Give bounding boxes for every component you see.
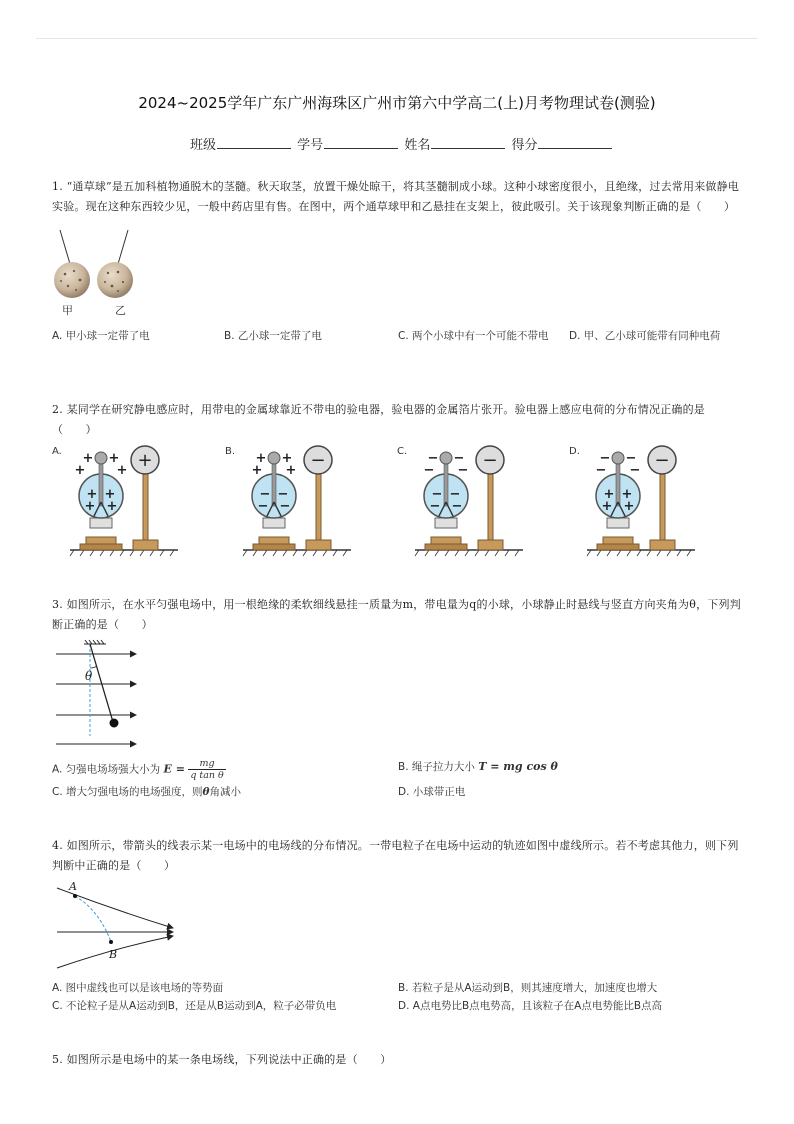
svg-text:+: + [621,487,633,502]
svg-text:−: − [449,487,461,502]
svg-text:+: + [603,487,615,502]
q4-trajectory [75,896,111,942]
q2-electroscope-b [243,440,355,556]
q3-option-c-text: C. 增大匀强电场的电场强度，则 [52,786,203,798]
svg-text:−: − [453,451,465,466]
q3-option-c-theta: θ [202,786,210,798]
svg-text:+: + [285,463,297,478]
q1-thread-jia [60,230,70,264]
q1-thread-yi [118,230,128,264]
q4-field-line-top [57,888,173,928]
question-2-stem: 2. 某同学在研究静电感应时，用带电的金属球靠近不带电的验电器，验电器的金属箔片张开。验电器上感应电荷的分布情况正确的是（ ） [52,403,705,436]
q3-ball [110,719,119,728]
electroscope-base [70,518,178,556]
q2-label-b[interactable]: B. [225,446,236,457]
svg-text:+: + [255,451,267,466]
svg-text:+: + [86,487,98,502]
svg-text:+: + [84,499,96,514]
q3-option-a-denominator: q tan θ [190,770,224,781]
score-blank[interactable] [538,136,612,149]
q2-electroscope-d [587,440,699,556]
q3-option-d[interactable]: D. 小球带正电 [398,786,466,798]
question-4-stem: 4. 如图所示，带箭头的线表示某一电场中的电场线的分布情况。一带电粒子在电场中运动的轨迹如图中虚线所示。若不考虑其他力，则下列判断中正确的是（ ） [52,839,739,872]
svg-text:+: + [74,463,86,478]
class-blank[interactable] [217,136,291,149]
q4-option-a[interactable]: A. 图中虚线也可以是该电场的等势面 [52,982,224,994]
q3-option-b-formula: T = mg cos θ [478,760,558,773]
q4-field-lines-figure [55,880,177,972]
q4-point-b [109,940,113,944]
svg-text:+: + [623,499,635,514]
svg-text:−: − [654,450,670,471]
q2-electroscope-a [70,440,182,556]
svg-text:−: − [457,463,469,478]
svg-text:+: + [251,463,263,478]
q3-option-a-text: A. 匀强电场场强大小为 [52,763,161,776]
svg-text:−: − [431,487,443,502]
q2-label-d[interactable]: D. [569,446,580,457]
q1-option-b[interactable]: B. 乙小球一定带了电 [224,330,322,342]
page-title: 2024~2025学年广东广州海珠区广州市第六中学高二(上)月考物理试卷(测验) [138,94,656,112]
question-3-stem: 3. 如图所示，在水平匀强电场中，用一根绝缘的柔软细线悬挂一质量为m，带电量为q的小球，小球静止时悬线与竖直方向夹角为θ，下列判断正确的是（ ） [52,598,741,631]
q3-option-c-tail: 角减小 [209,786,242,798]
q1-label-yi: 乙 [115,304,126,317]
q3-option-a-numerator: mg [188,758,225,770]
q1-ball-yi [97,262,133,298]
q3-theta-label: θ [85,669,93,683]
q3-string [90,644,113,722]
q3-option-c[interactable] [52,784,382,801]
svg-text:+: + [601,499,613,514]
q3-pendulum-figure [56,640,140,752]
student-info-line [190,134,614,153]
class-label: 班级 [190,138,217,153]
id-blank[interactable] [324,136,398,149]
q1-pith-balls-figure [50,228,146,300]
q1-ball-jia [54,262,90,298]
q3-option-b[interactable] [398,758,728,776]
svg-text:−: − [625,451,637,466]
svg-text:−: − [310,450,326,471]
svg-text:−: − [629,463,641,478]
q4-option-b[interactable]: B. 若粒子是从A运动到B，则其速度增大，加速度也增大 [398,982,658,994]
q3-option-a[interactable] [52,758,382,781]
q2-label-c[interactable]: C. [397,446,408,457]
question-5-stem: 5. 如图所示是电场中的某一条电场线，下列说法中正确的是（ ） [52,1053,392,1066]
svg-text:−: − [423,463,435,478]
q2-electroscope-c [415,440,527,556]
svg-text:+: + [108,451,120,466]
svg-text:−: − [482,450,498,471]
q3-option-a-lhs: E = [163,762,185,776]
q3-option-b-text: B. 绳子拉力大小 [398,761,475,773]
top-rule [36,38,758,39]
svg-text:−: − [277,487,289,502]
name-label: 姓名 [404,138,431,153]
q4-option-d[interactable]: D. A点电势比B点电势高，且该粒子在A点电势能比B点高 [398,1000,663,1012]
score-label: 得分 [511,138,538,153]
svg-text:+: + [106,499,118,514]
q1-option-a[interactable]: A. 甲小球一定带了电 [52,330,150,342]
question-1-stem: 1. “通草球”是五加科植物通脱木的茎髓。秋天取茎，放置干燥处晾干，将其茎髓制成小球。这种小球密度很小，且绝缘，过去常用来做静电实验。现在这种东西较少见，一般中药店里有售。在图中，两个通草球甲和乙悬挂在支架上，彼此吸引。关于该现象判断正确的是（ ） [52,180,740,213]
svg-text:+: + [281,451,293,466]
svg-text:−: − [257,499,269,514]
name-blank[interactable] [431,136,505,149]
svg-text:−: − [427,451,439,466]
q4-label-a: A [69,880,77,893]
svg-text:−: − [259,487,271,502]
svg-text:−: − [599,451,611,466]
svg-text:+: + [116,463,128,478]
svg-text:+: + [137,450,153,471]
id-label: 学号 [297,138,324,153]
q4-point-a [73,894,77,898]
svg-text:+: + [104,487,116,502]
q1-label-jia: 甲 [62,304,73,317]
q1-option-d[interactable]: D. 甲、乙小球可能带有同种电荷 [569,330,721,342]
svg-text:−: − [451,499,463,514]
q1-option-c[interactable]: C. 两个小球中有一个可能不带电 [398,330,549,342]
svg-text:+: + [82,451,94,466]
svg-text:−: − [279,499,291,514]
svg-text:−: − [429,499,441,514]
q2-label-a[interactable]: A. [52,446,62,457]
q4-label-b: B [109,948,118,961]
q4-option-c[interactable]: C. 不论粒子是从A运动到B，还是从B运动到A，粒子必带负电 [52,1000,337,1012]
svg-text:−: − [595,463,607,478]
